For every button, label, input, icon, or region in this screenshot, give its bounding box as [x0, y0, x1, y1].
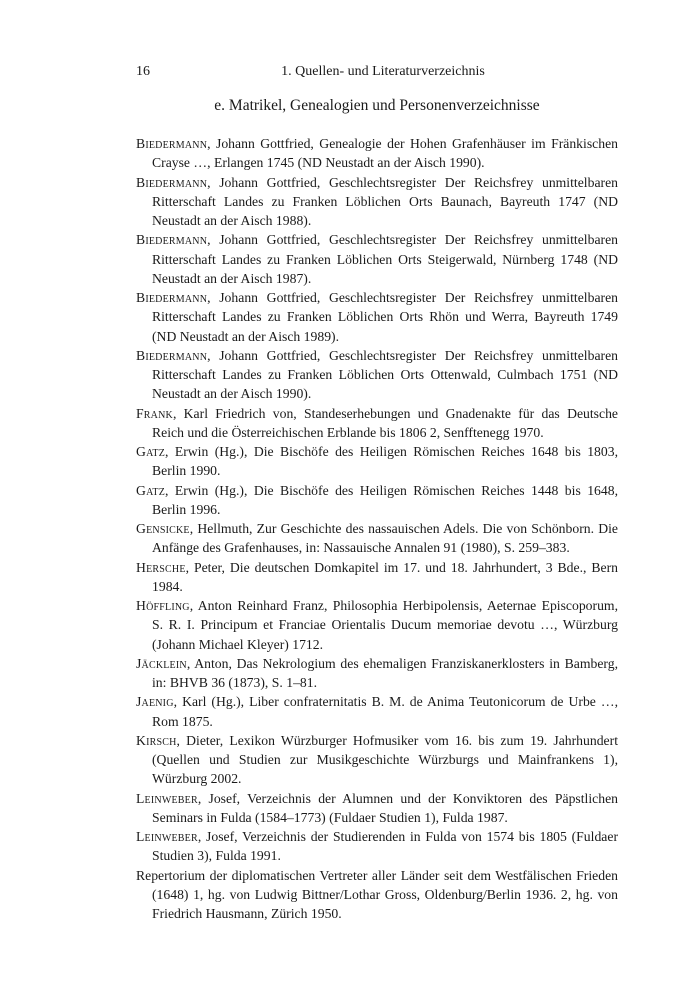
entry-text: , Anton Reinhard Franz, Philosophia Herbipolensis, Aeternae Episcoporum, S. R. I. Principum et Franciae Orientalis Ducum memoriae devotu …, Würzburg (Johann Michael Kleyer) 1712.	[152, 598, 618, 652]
bibliography-entry	[136, 789, 618, 828]
entry-text: , Anton, Das Nekrologium des ehemaligen Franziskanerklosters in Bamberg, in: BHVB 36 (1873), S. 1–81.	[152, 655, 618, 690]
bibliography-entry	[136, 173, 618, 231]
entry-author: Gensicke	[136, 521, 190, 536]
bibliography-entry	[136, 558, 618, 597]
bibliography-entry	[136, 692, 618, 731]
entry-text: , Peter, Die deutschen Domkapitel im 17. und 18. Jahrhundert, 3 Bde., Bern 1984.	[152, 559, 618, 594]
entry-text: , Josef, Verzeichnis der Alumnen und der Konviktoren des Päpstlichen Seminars in Fulda (1584–1773) (Fuldaer Studien 1), Fulda 1987.	[152, 790, 618, 825]
bibliography-entry	[136, 596, 618, 654]
entry-author: Gatz	[136, 482, 166, 498]
bibliography-entry	[136, 230, 618, 288]
entry-text: , Karl Friedrich von, Standeserhebungen und Gnadenakte für das Deutsche Reich und die Österreichischen Erblande bis 1806 2, Senfftenegg 1970.	[152, 405, 618, 440]
bibliography-entry	[136, 346, 618, 404]
entry-author: Hersche	[136, 559, 186, 575]
entry-author: Biedermann	[136, 174, 208, 190]
entry-text: , Josef, Verzeichnis der Studierenden in Fulda von 1574 bis 1805 (Fuldaer Studien 3), Fulda 1991.	[152, 829, 618, 864]
entry-author: Leinweber	[136, 829, 198, 844]
entry-author: Gatz	[136, 444, 166, 459]
entry-author: Frank	[136, 405, 173, 421]
entry-author: Höffling	[136, 598, 190, 613]
entry-text: , Dieter, Lexikon Würzburger Hofmusiker vom 16. bis zum 19. Jahrhundert (Quellen und Studien zur Musikgeschichte Würzburgs und Mainfrankens 1), Würzburg 2002.	[152, 732, 618, 787]
bibliography-entry	[136, 481, 618, 520]
entry-text: , Johann Gottfried, Geschlechtsregister Der Reichsfrey unmittelbaren Ritterschaft Landes zu Franken Löblichen Orts Rhön und Werra, Bayreuth 1749 (ND Neustadt an der Aisch 1989).	[152, 290, 618, 344]
entry-text: , Erwin (Hg.), Die Bischöfe des Heiligen Römischen Reiches 1448 bis 1648, Berlin 1996.	[152, 482, 618, 517]
entry-text: , Erwin (Hg.), Die Bischöfe des Heiligen Römischen Reiches 1648 bis 1803, Berlin 1990.	[152, 444, 618, 479]
entry-text: , Johann Gottfried, Genealogie der Hohen Grafenhäuser im Fränkischen Crayse …, Erlangen 1745 (ND Neustadt an der Aisch 1990).	[152, 136, 618, 171]
bibliography-entry	[136, 288, 618, 346]
entry-author: Biedermann	[136, 136, 208, 151]
entry-text: , Johann Gottfried, Geschlechtsregister Der Reichsfrey unmittelbaren Ritterschaft Landes zu Franken Löblichen Orts Ottenwald, Culmbach 1751 (ND Neustadt an der Aisch 1990).	[152, 347, 618, 402]
bibliography-entry	[136, 134, 618, 173]
entry-author: Jäcklein	[136, 655, 187, 671]
entry-text: , Johann Gottfried, Geschlechtsregister Der Reichsfrey unmittelbaren Ritterschaft Landes zu Franken Löblichen Orts Steigerwald, Nürnberg 1748 (ND Neustadt an der Aisch 1987).	[152, 232, 618, 286]
entry-text: , Hellmuth, Zur Geschichte des nassauischen Adels. Die von Schönborn. Die Anfänge des Grafenhauses, in: Nassauische Annalen 91 (1980), S. 259–383.	[152, 521, 618, 556]
bibliography-entry	[136, 519, 618, 558]
bibliography-entry	[136, 442, 618, 481]
entry-text: , Johann Gottfried, Geschlechtsregister Der Reichsfrey unmittelbaren Ritterschaft Landes zu Franken Löblichen Orts Baunach, Bayreuth 1747 (ND Neustadt an der Aisch 1988).	[152, 174, 618, 228]
entry-author: Leinweber	[136, 790, 198, 806]
running-title: 1. Quellen- und Literaturverzeichnis	[281, 64, 485, 79]
entry-author: Kirsch	[136, 732, 177, 748]
bibliography-entry	[136, 866, 618, 924]
page-number: 16	[136, 64, 150, 79]
entry-author: Biedermann	[136, 232, 208, 248]
bibliography-list	[136, 134, 618, 923]
bibliography-entry	[136, 827, 618, 866]
entry-author: Biedermann	[136, 347, 208, 363]
section-heading: e. Matrikel, Genealogien und Personenverzeichnisse	[214, 97, 540, 114]
entry-author: Jaenig	[136, 694, 174, 710]
bibliography-entry	[136, 654, 618, 693]
entry-text: Repertorium der diplomatischen Vertreter aller Länder seit dem Westfälischen Frieden (1648) 1, hg. von Ludwig Bittner/Lothar Gross, Oldenburg/Berlin 1936. 2, hg. von Friedrich Hausmann, Zürich 1950.	[136, 867, 618, 921]
bibliography-entry	[136, 404, 618, 443]
entry-author: Biedermann	[136, 290, 208, 305]
bibliography-entry	[136, 731, 618, 789]
entry-text: , Karl (Hg.), Liber confraternitatis B. M. de Anima Teutonicorum de Urbe …, Rom 1875.	[152, 694, 618, 729]
